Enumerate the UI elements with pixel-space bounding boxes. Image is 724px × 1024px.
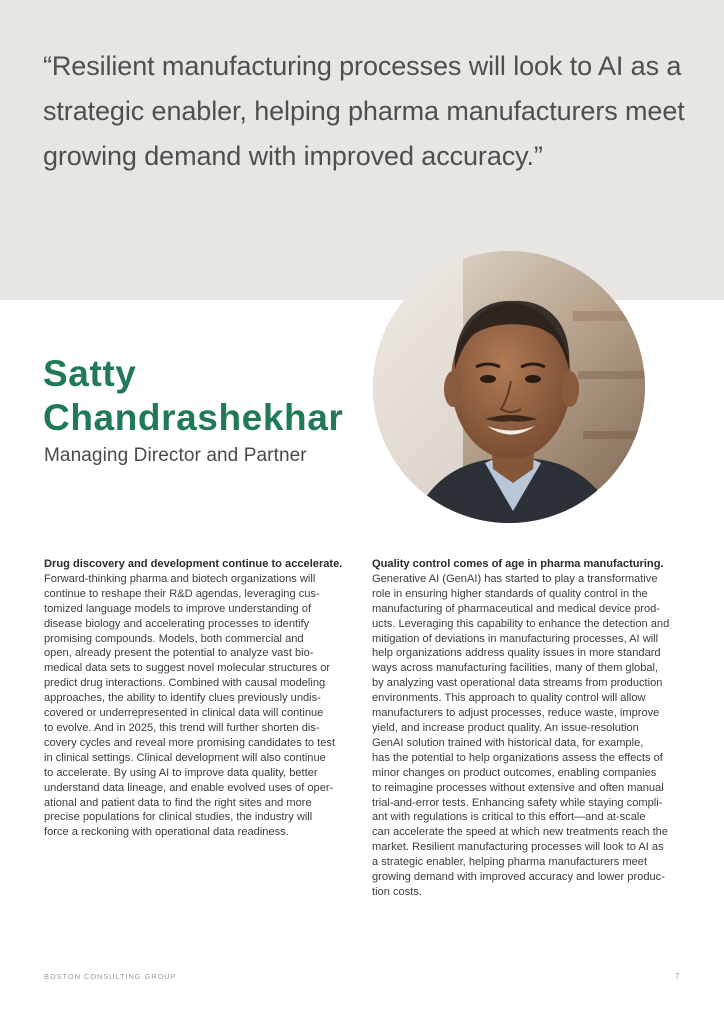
body-line: mitigation of deviations in manufacturing processes, AI will: [372, 632, 659, 645]
person-first-name: Satty: [43, 353, 137, 394]
body-line: to reimagine processes without extensive and often manual: [372, 781, 664, 794]
body-line: environments. This approach to quality control will allow: [372, 692, 646, 705]
body-line: ant with regulations is critical to this effort—and at-scale: [372, 811, 646, 824]
body-line: manufacturing of pharmaceutical and medical device prod-: [372, 602, 660, 615]
body-line: disease biology and accelerating processes to identify: [44, 617, 310, 630]
page-number: 7: [675, 972, 680, 981]
body-line: yield, and increase product quality. An issue-resolution: [372, 721, 639, 734]
body-line: by analyzing vast operational data streams from production: [372, 677, 663, 690]
body-line: Generative AI (GenAI) has started to play a transformative: [372, 572, 658, 585]
body-line: open, already present the potential to analyze vast bio-: [44, 647, 314, 660]
pull-quote-line: strategic enabler, helping pharma manufacturers meet: [43, 96, 685, 126]
pull-quote: [43, 44, 693, 179]
quote-band: [0, 0, 724, 300]
body-line: medical data sets to suggest novel molecular structures or: [44, 662, 331, 675]
body-line: can accelerate the speed at which new treatments reach the: [372, 826, 669, 839]
body-line: continue to reshape their R&D agendas, leveraging cus-: [44, 587, 320, 600]
body-line: promising compounds. Models, both commercial and: [44, 632, 304, 645]
body-line: a strategic enabler, helping pharma manufacturers meet: [372, 856, 648, 869]
portrait-photo: [373, 251, 645, 523]
body-line: predict drug interactions. Combined with causal modeling: [44, 677, 326, 690]
right-column-heading: Quality control comes of age in pharma manufacturing.: [372, 558, 664, 570]
person-role: Managing Director and Partner: [44, 445, 307, 466]
body-line: tion costs.: [372, 885, 422, 898]
left-column: [44, 557, 350, 840]
body-line: GenAI solution trained with historical data, for example,: [372, 736, 644, 749]
person-name: [43, 352, 343, 440]
body-line: growing demand with improved accuracy and lower produc-: [372, 871, 665, 884]
left-column-heading: Drug discovery and development continue to accelerate.: [44, 558, 343, 570]
body-line: covery cycles and reveal more promising candidates to test: [44, 736, 336, 749]
body-line: in clinical settings. Clinical development will also continue: [44, 751, 326, 764]
person-last-name: Chandrashekhar: [43, 397, 344, 438]
body-line: to accelerate. By using AI to improve data quality, better: [44, 766, 318, 779]
body-line: force a reckoning with operational data readiness.: [44, 826, 289, 839]
body-line: ucts. Leveraging this capability to enhance the detection and: [372, 617, 670, 630]
body-line: ways across manufacturing facilities, many of them global,: [372, 662, 659, 675]
body-line: understand data lineage, and enable evolved uses of oper-: [44, 781, 334, 794]
pull-quote-line: “Resilient manufacturing processes will look to AI as a: [43, 51, 682, 81]
right-column: [372, 557, 682, 900]
body-line: ational and patient data to find the right sites and more: [44, 796, 312, 809]
body-line: market. Resilient manufacturing processes will look to AI as: [372, 841, 664, 854]
body-line: precise populations for clinical studies, the industry will: [44, 811, 313, 824]
body-line: help organizations address quality issues in more standard: [372, 647, 661, 660]
portrait-illustration: [373, 251, 645, 523]
body-line: role in ensuring higher standards of quality control in the: [372, 587, 648, 600]
body-line: trial-and-error tests. Enhancing safety while staying compli-: [372, 796, 663, 809]
body-line: to evolve. And in 2025, this trend will further shorten dis-: [44, 721, 320, 734]
body-line: manufacturers to adjust processes, reduce waste, improve: [372, 707, 660, 720]
body-line: tomized language models to improve understanding of: [44, 602, 312, 615]
body-line: Forward-thinking pharma and biotech organizations will: [44, 572, 316, 585]
body-line: approaches, the ability to identify clues previously undis-: [44, 692, 321, 705]
body-line: covered or underrepresented in clinical data will continue: [44, 707, 324, 720]
footer-organization: BOSTON CONSULTING GROUP: [44, 972, 177, 981]
body-line: minor changes on product outcomes, enabling companies: [372, 766, 657, 779]
pull-quote-line: growing demand with improved accuracy.”: [43, 141, 543, 171]
body-line: has the potential to help organizations assess the effects of: [372, 751, 663, 764]
